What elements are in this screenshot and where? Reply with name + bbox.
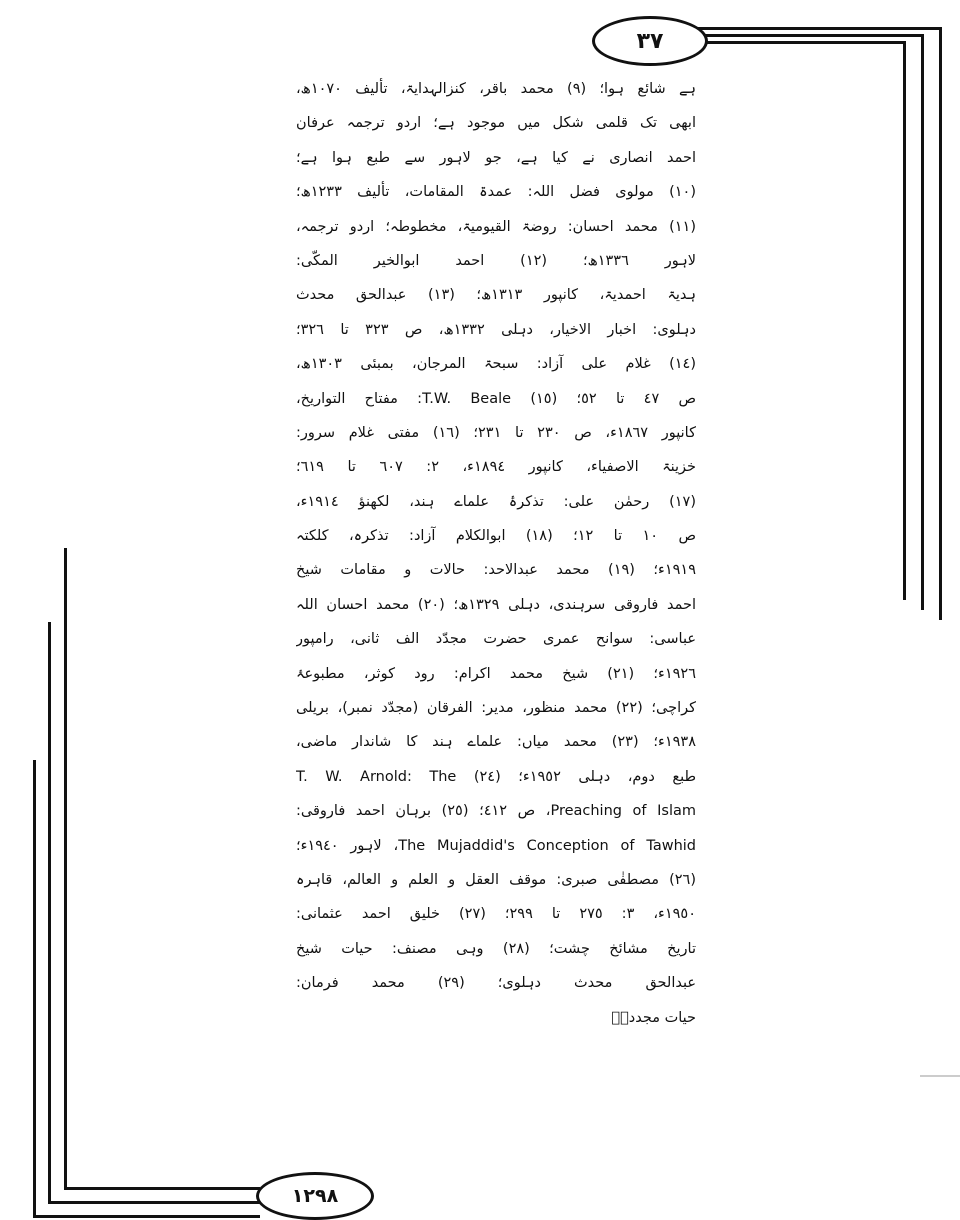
- text-line: (١٠) مولوی فضل اللہ: عمدۃ المقامات، تألیف ١٢٣٣ھ؛: [296, 184, 696, 201]
- frame-bottom-rule-1: [64, 1187, 260, 1190]
- text-line: ١٩٣٨ء؛ (٢٣) محمد میاں: علماے ہند کا شاندار ماضی،: [296, 734, 696, 751]
- frame-right-rule-3: [903, 41, 906, 600]
- text-line: کانپور ١٨٦٧ء، ص ٢٣٠ تا ٢٣١؛ (١٦) مفتی غلام سرور:: [296, 424, 696, 441]
- text-line: طبع دوم، دہلی ١٩٥٢ء؛ (٢٤) T. W. Arnold: The: [296, 768, 696, 785]
- text-line: احمد فاروقی سرہندی، دہلی ١٣٢٩ھ؛ (٢٠) محمد احسان اللہ: [296, 596, 696, 613]
- text-line: The Mujaddid's Conception of Tawhid، لاہور ١٩٤٠ء؛: [296, 837, 696, 854]
- frame-top-rule-2: [690, 34, 924, 37]
- text-line: ابھی تک قلمی شکل میں موجود ہے؛ اردو ترجمہ عرفان: [296, 115, 696, 132]
- text-line: ہدیۃ احمدیۃ، کانپور ١٣١٣ھ؛ (١٣) عبدالحق محدث: [296, 287, 696, 304]
- text-line-last: حیات مجددؒ۔: [611, 1009, 696, 1026]
- frame-left-rule-2: [48, 622, 51, 1203]
- text-line: تاریخ مشائخ چشت؛ (٢٨) وہی مصنف: حیات شیخ: [296, 940, 696, 957]
- text-line: (١٧) رحمٰن علی: تذکرۂ علماے ہند، لکھنؤ ١٩١٤ء،: [296, 493, 696, 510]
- text-line: عباسی: سوانح عمری حضرت مجدّد الف ثانی، رامپور: [296, 631, 696, 648]
- text-line: ص ١٠ تا ١٢؛ (١٨) ابوالکلام آزاد: تذکرہ، کلکتہ: [296, 528, 696, 545]
- text-line: Preaching of Islam، ص ٤١٢؛ (٢٥) برہان احمد فاروقی:: [296, 803, 696, 820]
- scan-artifact: [920, 1075, 960, 1077]
- frame-bottom-rule-2: [48, 1201, 260, 1204]
- text-line: دہلوی: اخبار الاخیار، دہلی ١٣٣٢ھ، ص ٣٢٣ تا ٣٢٦؛: [296, 321, 696, 338]
- text-line: عبدالحق محدث دہلوی؛ (٢٩) محمد فرمان:: [296, 975, 696, 992]
- header-page-number: ٣٧: [636, 28, 664, 54]
- frame-bottom-rule-3: [33, 1215, 260, 1218]
- text-line: ص ٤٧ تا ٥٢؛ (١٥) T.W. Beale: مفتاح التواریخ،: [296, 390, 696, 407]
- header-page-number-oval: [592, 16, 708, 66]
- frame-top-rule-1: [690, 27, 942, 30]
- frame-right-rule-1: [939, 27, 942, 620]
- text-line: (١٤) غلام علی آزاد: سبحۃ المرجان، بمبئی ١٣٠٣ھ،: [296, 356, 696, 373]
- frame-left-rule-3: [33, 760, 36, 1218]
- frame-top-rule-3: [690, 41, 906, 44]
- text-line: ١٩٥٠ء، ٣: ٢٧٥ تا ٢٩٩؛ (٢٧) خلیق احمد عثمانی:: [296, 906, 696, 923]
- frame-left-rule-1: [64, 548, 67, 1189]
- footer-page-number: ١٢٩٨: [291, 1185, 339, 1207]
- text-line: (٢٦) مصطفٰی صبری: موقف العقل و العلم و العالم، قاہرہ: [296, 871, 696, 888]
- text-line: ١٩١٩ء؛ (١٩) محمد عبدالاحد: حالات و مقامات شیخ: [296, 562, 696, 579]
- text-line: احمد انصاری نے کیا ہے، جو لاہور سے طبع ہوا ہے؛: [296, 149, 696, 166]
- bibliography-text: [296, 72, 696, 1035]
- text-line: ١٩٢٦ء؛ (٢١) شیخ محمد اکرام: رود کوثر، مطبوعۂ: [296, 665, 696, 682]
- text-line: ہے شائع ہوا؛ (۹) محمد باقر، کنزالہدایۃ، تألیف ١٠٧٠ھ،: [296, 81, 696, 97]
- text-line: خزینۃ الاصفیاء، کانپور ١٨٩٤ء، ٢: ٦٠٧ تا ٦١٩؛: [296, 459, 696, 476]
- text-line: لاہور ١٣٣٦ھ؛ (١٢) احمد ابوالخیر المکّی:: [296, 252, 696, 269]
- text-line: کراچی؛ (٢٢) محمد منظور، مدیر: الفرقان (مجدّد نمبر)، بریلی: [296, 700, 696, 717]
- frame-right-rule-2: [921, 34, 924, 610]
- footer-page-number-oval: [256, 1172, 374, 1220]
- text-line: (١١) محمد احسان: روضۃ القیومیۃ، مخطوطہ؛ اردو ترجمہ،: [296, 218, 696, 235]
